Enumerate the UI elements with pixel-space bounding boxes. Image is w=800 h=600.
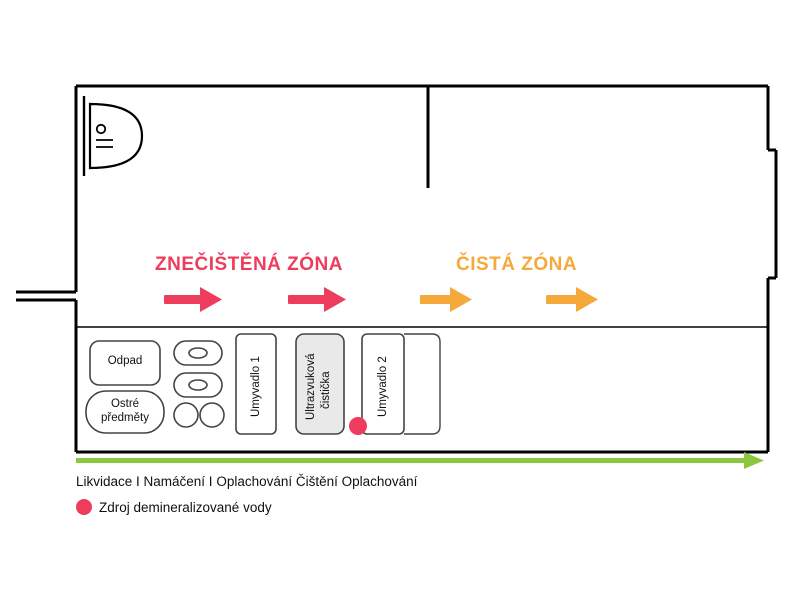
- basin-1-drain: [189, 348, 207, 358]
- waste-box-label: Odpad: [107, 355, 143, 367]
- dirty-zone-arrows: [164, 287, 346, 312]
- basin-group: [174, 341, 224, 427]
- basin-2-drain: [189, 380, 207, 390]
- basin-4: [200, 403, 224, 427]
- basin-3: [174, 403, 198, 427]
- door-symbol: [84, 96, 142, 176]
- dirty-zone-label: ZNEČIŠTĚNÁ ZÓNA: [155, 254, 343, 275]
- legend-source-dot: [76, 499, 92, 515]
- process-flow-legend-text: Likvidace I Namáčení I Oplachování Čištění Oplachování: [76, 474, 418, 489]
- clean-zone-label: ČISTÁ ZÓNA: [456, 254, 578, 275]
- water-source-legend-text: Zdroj demineralizované vody: [99, 500, 272, 515]
- flow-arrow-shaft: [76, 458, 748, 463]
- clean-arrow-1: [420, 287, 472, 312]
- water-source-dot: [349, 417, 367, 435]
- ultrasonic-cleaner-label-line1: Ultrazvuková: [305, 353, 317, 421]
- sink-2-label: Umyvadlo 2: [377, 356, 389, 418]
- sink-1-label: Umyvadlo 1: [250, 356, 262, 418]
- process-flow-arrow: [76, 452, 764, 469]
- clean-arrow-2: [546, 287, 598, 312]
- counter-outline: [404, 334, 440, 434]
- ultrasonic-cleaner-label-line2: čistička: [320, 371, 332, 409]
- clean-zone-arrows: [420, 287, 598, 312]
- dirty-arrow-1: [164, 287, 222, 312]
- sharps-box-label-line1: Ostré: [110, 398, 140, 410]
- sharps-box-label-line2: předměty: [101, 412, 149, 424]
- dirty-arrow-2: [288, 287, 346, 312]
- flow-arrow-head: [744, 452, 764, 469]
